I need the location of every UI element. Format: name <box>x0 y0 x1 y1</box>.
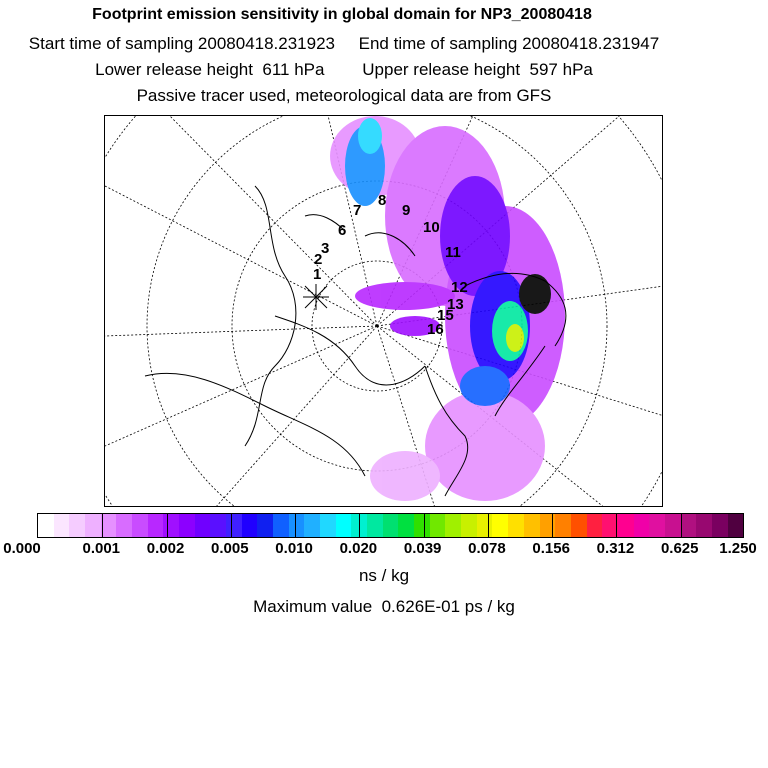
polar-map-svg <box>105 116 663 507</box>
colorbar-tick-label: 0.312 <box>596 540 635 557</box>
colorbar-swatch <box>273 514 289 537</box>
colorbar-tick-label: 0.002 <box>146 540 185 557</box>
sampling-time-line: Start time of sampling 20080418.231923 End time of sampling 20080418.231947 <box>28 34 660 53</box>
trajectory-label: 16 <box>427 321 444 338</box>
colorbar-swatch <box>477 514 493 537</box>
colorbar-swatch <box>508 514 524 537</box>
colorbar-swatch <box>728 514 744 537</box>
colorbar-swatch <box>571 514 587 537</box>
trajectory-label: 3 <box>321 240 330 257</box>
colorbar-tick-label: 0.039 <box>403 540 442 557</box>
colorbar-swatch <box>304 514 320 537</box>
colorbar-swatch <box>85 514 101 537</box>
colorbar-swatch <box>555 514 571 537</box>
colorbar-swatch <box>148 514 164 537</box>
colorbar-tick-label: 0.156 <box>532 540 570 557</box>
colorbar-swatch <box>336 514 352 537</box>
colorbar-swatch <box>54 514 70 537</box>
colorbar-separator <box>295 514 296 537</box>
trajectory-label: 13 <box>447 296 464 313</box>
colorbar-swatch <box>367 514 383 537</box>
colorbar-swatch <box>492 514 508 537</box>
colorbar-tick-label: 0.625 <box>660 540 699 557</box>
colorbar-swatch <box>461 514 477 537</box>
trajectory-label: 11 <box>445 244 461 261</box>
colorbar-swatch <box>69 514 85 537</box>
colorbar-tick-label: 1.250 <box>719 540 757 557</box>
colorbar-units: ns / kg <box>358 566 410 585</box>
colorbar-tick-label: 0.078 <box>468 540 506 557</box>
colorbar-swatch <box>587 514 603 537</box>
colorbar-tick-label: 0.000 <box>3 540 41 557</box>
tracer-info-line: Passive tracer used, meteorological data are from GFS <box>136 86 552 105</box>
release-height-line: Lower release height 611 hPa Upper release height 597 hPa <box>95 60 593 79</box>
colorbar-swatch <box>445 514 461 537</box>
trajectory-label: 7 <box>353 202 362 219</box>
release-point-marker <box>303 284 329 310</box>
colorbar-swatch <box>320 514 336 537</box>
colorbar-swatch <box>242 514 258 537</box>
colorbar-swatch <box>289 514 305 537</box>
map-title: Footprint emission sensitivity in global domain for NP3_20080418 <box>92 6 592 23</box>
colorbar-swatch <box>179 514 195 537</box>
trajectory-label: 8 <box>378 192 387 209</box>
colorbar-swatch <box>618 514 634 537</box>
colorbar-swatch <box>414 514 430 537</box>
trajectory-label: 12 <box>451 279 468 296</box>
colorbar-separator <box>359 514 360 537</box>
colorbar-tick-label: 0.005 <box>211 540 249 557</box>
colorbar-separator <box>488 514 489 537</box>
colorbar-swatch <box>649 514 665 537</box>
colorbar-swatch <box>524 514 540 537</box>
trajectory-label: 15 <box>437 307 454 324</box>
colorbar-swatch <box>665 514 681 537</box>
colorbar-separator <box>424 514 425 537</box>
colorbar-tick-label: 0.020 <box>339 540 378 557</box>
colorbar-separator <box>616 514 617 537</box>
colorbar-swatch <box>383 514 399 537</box>
colorbar-swatch <box>681 514 697 537</box>
colorbar-swatch <box>430 514 446 537</box>
trajectory-label: 1 <box>313 266 322 283</box>
colorbar-swatch <box>257 514 273 537</box>
colorbar-swatch <box>696 514 712 537</box>
colorbar-separator <box>681 514 682 537</box>
trajectory-label: 2 <box>314 251 323 268</box>
maximum-value-text: Maximum value 0.626E-01 ps / kg <box>253 597 515 616</box>
trajectory-label: 10 <box>423 219 440 236</box>
trajectory-label: 9 <box>402 202 411 219</box>
colorbar-tick-label: 0.001 <box>82 540 121 557</box>
colorbar-swatch <box>398 514 414 537</box>
colorbar-swatch <box>634 514 650 537</box>
colorbar-swatch <box>38 514 54 537</box>
colorbar-swatch <box>210 514 226 537</box>
colorbar-swatch <box>712 514 728 537</box>
colorbar-separator <box>552 514 553 537</box>
trajectory-label: 6 <box>338 222 347 239</box>
colorbar-swatch <box>132 514 148 537</box>
colorbar-swatch <box>226 514 242 537</box>
colorbar-tick-label: 0.010 <box>275 540 313 557</box>
colorbar-separator <box>102 514 103 537</box>
colorbar <box>37 513 744 538</box>
colorbar-swatch <box>195 514 211 537</box>
colorbar-swatch <box>116 514 132 537</box>
colorbar-separator <box>167 514 168 537</box>
colorbar-separator <box>231 514 232 537</box>
footprint-map <box>104 115 663 507</box>
